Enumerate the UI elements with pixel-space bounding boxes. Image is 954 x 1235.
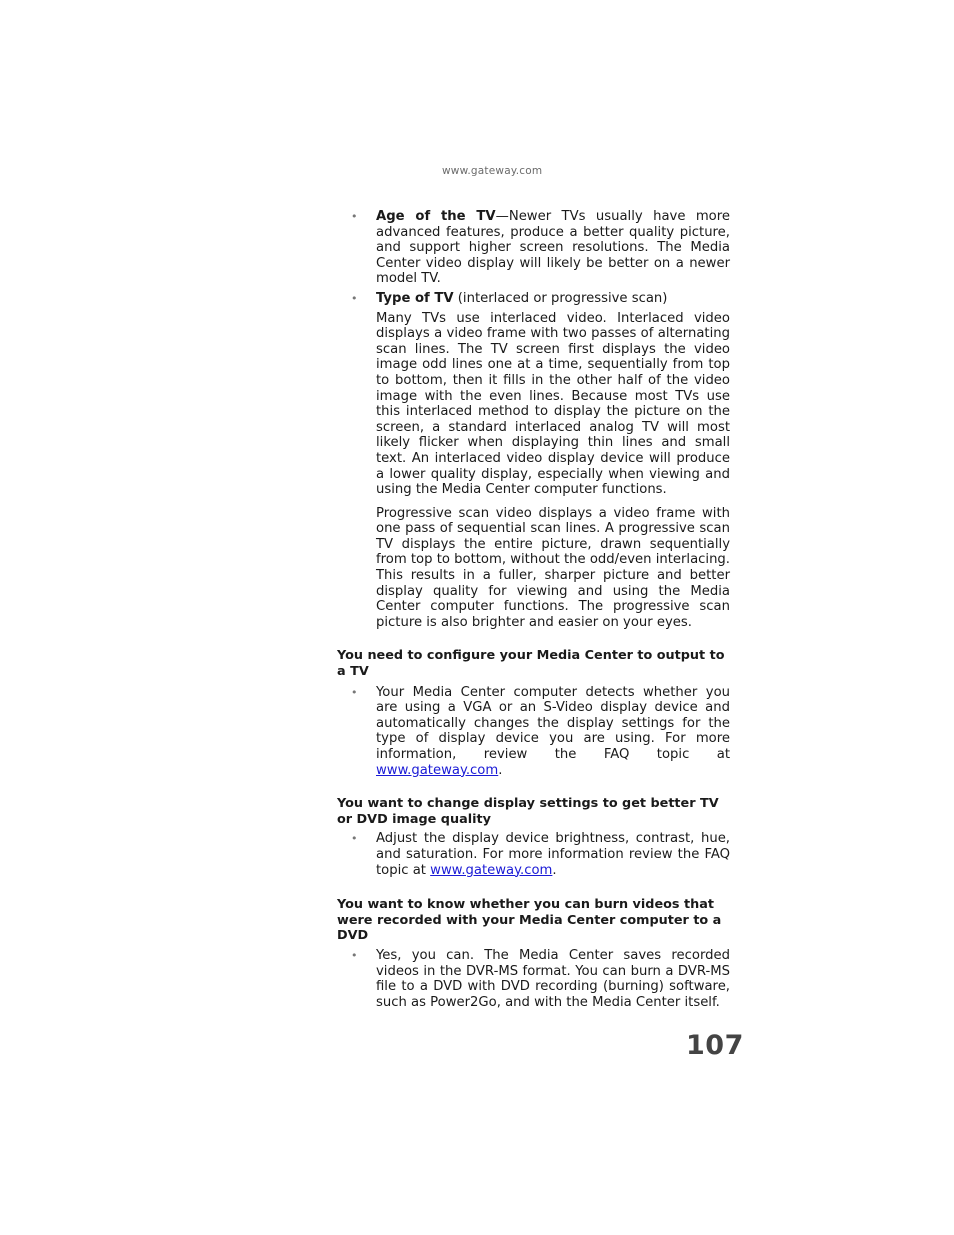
bullet-tail: .: [498, 762, 503, 778]
header-url: www.gateway.com: [442, 165, 543, 177]
term-label: Age of the TV: [376, 209, 496, 224]
bullet-burn-dvd: [337, 948, 730, 1010]
page-content: [337, 209, 730, 1010]
bullet-output-tv: [337, 685, 730, 779]
bullet-icon: •: [351, 948, 358, 962]
bullet-type-of-tv: [337, 291, 730, 630]
bullet-paragraph: [376, 209, 730, 287]
bullet-text: Adjust the display device brightness, contrast, hue, and saturation. For more information review the FAQ topic at: [376, 831, 730, 878]
section-heading-burn-dvd: You want to know whether you can burn videos that were recorded with your Media Center computer to a DVD: [337, 897, 722, 944]
bullet-text: (interlaced or progressive scan): [453, 290, 668, 306]
bullet-paragraph: [376, 831, 730, 878]
page-number: 107: [686, 1030, 744, 1061]
bullet-tail: .: [552, 862, 557, 878]
bullet-icon: •: [351, 210, 358, 223]
term-label: Type of TV: [376, 290, 454, 306]
interlaced-paragraph: Many TVs use interlaced video. Interlaced video displays a video frame with two passes of alternating scan lines. The TV screen first displays the video image odd lines one at a time, sequentially from top to bottom, then it fills in the other half of the video image with the even lines. Because most TVs use this interlaced method to display the picture on the screen, a standard interlaced analog TV will most likely flicker when displaying thin lines and small text. An interlaced video display device will produce a lower quality display, especially when viewing and using the Media Center computer functions.: [376, 310, 730, 498]
bullet-text: —Newer TVs usually have more advanced features, produce a better quality picture, and support higher screen resolutions. The Media Center video display will likely be better on a newer model TV.: [376, 209, 730, 287]
progressive-paragraph: Progressive scan video displays a video frame with one pass of sequential scan lines. A progressive scan TV displays the entire picture, drawn sequentially from top to bottom, without the odd/even interlacing. This results in a fuller, sharper picture and better display quality for viewing and using the Media Center computer functions. The progressive scan picture is also brighter and easier on your eyes.: [376, 505, 730, 630]
bullet-icon: •: [351, 291, 358, 305]
bullet-icon: •: [351, 685, 358, 699]
bullet-display-settings: [337, 831, 730, 878]
gateway-link[interactable]: www.gateway.com: [430, 862, 553, 878]
bullet-text: Your Media Center computer detects whether you are using a VGA or an S-Video display device and automatically changes the display settings for the type of display device you are using. For more information, review the FAQ topic at: [376, 684, 730, 762]
bullet-paragraph: Yes, you can. The Media Center saves recorded videos in the DVR-MS format. You can burn a DVR-MS file to a DVD with DVD recording (burning) software, such as Power2Go, and with the Media Center itself.: [376, 947, 730, 1010]
bullet-icon: •: [351, 832, 358, 846]
bullet-paragraph: [376, 291, 730, 307]
bullet-paragraph: [376, 685, 730, 779]
section-heading-output-tv: You need to configure your Media Center to output to a TV: [337, 648, 725, 680]
gateway-link[interactable]: www.gateway.com: [376, 762, 499, 778]
section-heading-display-settings: You want to change display settings to get better TV or DVD image quality: [337, 796, 719, 827]
bullet-age-of-tv: [337, 209, 730, 287]
